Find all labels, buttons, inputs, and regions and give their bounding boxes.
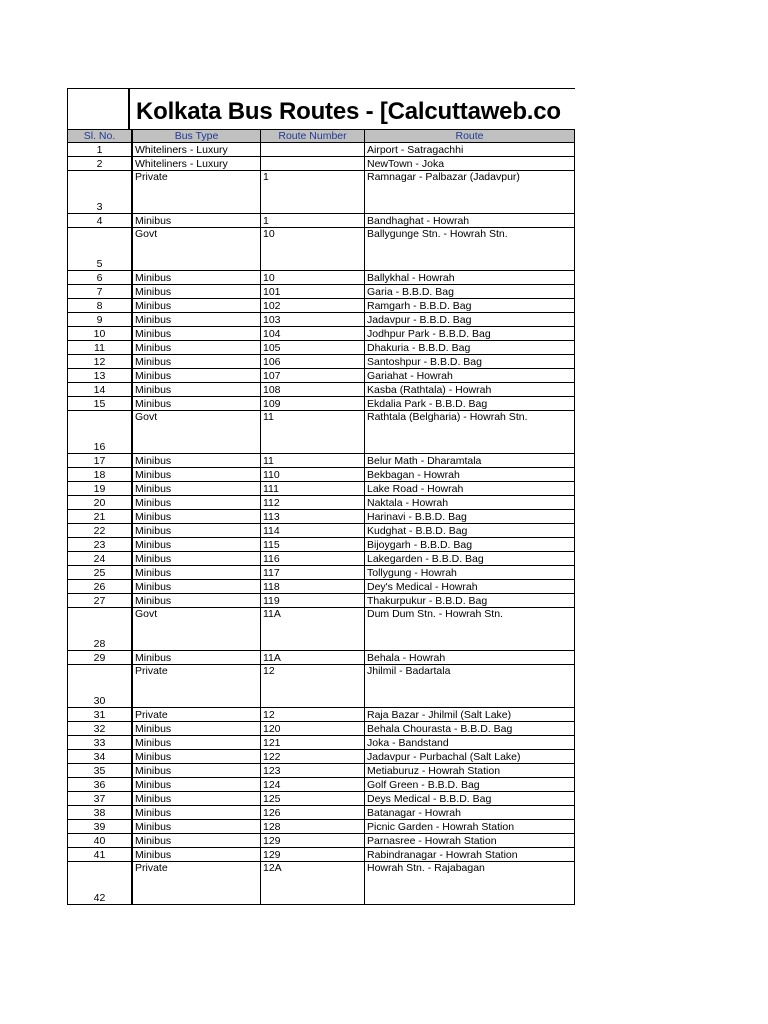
table-row xyxy=(68,510,575,524)
cell-route-number: 128 xyxy=(261,820,365,834)
cell-route: Raja Bazar - Jhilmil (Salt Lake) xyxy=(365,708,575,722)
table-row xyxy=(68,764,575,778)
cell-route: Santoshpur - B.B.D. Bag xyxy=(365,355,575,369)
cell-route: Ramgarh - B.B.D. Bag xyxy=(365,299,575,313)
cell-route: Jadavpur - B.B.D. Bag xyxy=(365,313,575,327)
cell-route-number: 107 xyxy=(261,369,365,383)
cell-route-number: 121 xyxy=(261,736,365,750)
table-row xyxy=(68,538,575,552)
header-route: Route xyxy=(365,130,575,143)
cell-route-number: 129 xyxy=(261,848,365,862)
table-row xyxy=(68,750,575,764)
table-row xyxy=(68,806,575,820)
cell-bus-type: Minibus xyxy=(132,369,261,383)
cell-route-number: 117 xyxy=(261,566,365,580)
cell-bus-type: Minibus xyxy=(132,482,261,496)
cell-route-number: 104 xyxy=(261,327,365,341)
cell-sl-no: 4 xyxy=(68,214,133,228)
table-row xyxy=(68,580,575,594)
cell-sl-no: 13 xyxy=(68,369,133,383)
cell-bus-type: Minibus xyxy=(132,397,261,411)
cell-bus-type: Minibus xyxy=(132,750,261,764)
cell-route: Lakegarden - B.B.D. Bag xyxy=(365,552,575,566)
cell-route-number: 122 xyxy=(261,750,365,764)
cell-route: Jadavpur - Purbachal (Salt Lake) xyxy=(365,750,575,764)
cell-route: Ballykhal - Howrah xyxy=(365,271,575,285)
cell-route-number: 1 xyxy=(261,171,365,214)
cell-sl-no: 11 xyxy=(68,341,133,355)
table-row xyxy=(68,708,575,722)
cell-sl-no: 22 xyxy=(68,524,133,538)
cell-bus-type: Minibus xyxy=(132,736,261,750)
cell-sl-no: 7 xyxy=(68,285,133,299)
table-row xyxy=(68,171,575,214)
cell-route-number: 109 xyxy=(261,397,365,411)
cell-sl-no: 3 xyxy=(68,171,133,214)
bus-routes-table xyxy=(67,129,575,905)
cell-bus-type: Minibus xyxy=(132,580,261,594)
cell-route: Rabindranagar - Howrah Station xyxy=(365,848,575,862)
title-left-cell xyxy=(67,89,130,129)
cell-bus-type: Minibus xyxy=(132,285,261,299)
cell-route-number: 118 xyxy=(261,580,365,594)
cell-bus-type: Minibus xyxy=(132,524,261,538)
cell-bus-type: Minibus xyxy=(132,214,261,228)
cell-sl-no: 41 xyxy=(68,848,133,862)
cell-bus-type: Govt xyxy=(132,228,261,271)
cell-bus-type: Minibus xyxy=(132,454,261,468)
cell-bus-type: Whiteliners - Luxury xyxy=(132,143,261,157)
cell-route-number: 114 xyxy=(261,524,365,538)
cell-route-number: 113 xyxy=(261,510,365,524)
cell-bus-type: Minibus xyxy=(132,299,261,313)
cell-route: Rathtala (Belgharia) - Howrah Stn. xyxy=(365,411,575,454)
table-row xyxy=(68,482,575,496)
cell-sl-no: 30 xyxy=(68,665,133,708)
table-row xyxy=(68,496,575,510)
cell-bus-type: Minibus xyxy=(132,510,261,524)
cell-sl-no: 36 xyxy=(68,778,133,792)
cell-sl-no: 32 xyxy=(68,722,133,736)
cell-bus-type: Private xyxy=(132,665,261,708)
cell-route: Airport - Satragachhi xyxy=(365,143,575,157)
cell-bus-type: Minibus xyxy=(132,468,261,482)
table-row xyxy=(68,665,575,708)
cell-sl-no: 37 xyxy=(68,792,133,806)
cell-route-number: 12 xyxy=(261,708,365,722)
cell-route-number: 124 xyxy=(261,778,365,792)
cell-route: Kasba (Rathtala) - Howrah xyxy=(365,383,575,397)
cell-route: Tollygung - Howrah xyxy=(365,566,575,580)
cell-route-number: 106 xyxy=(261,355,365,369)
cell-sl-no: 29 xyxy=(68,651,133,665)
table-row xyxy=(68,834,575,848)
cell-route: Picnic Garden - Howrah Station xyxy=(365,820,575,834)
cell-bus-type: Private xyxy=(132,171,261,214)
table-row xyxy=(68,566,575,580)
cell-bus-type: Govt xyxy=(132,608,261,651)
cell-sl-no: 5 xyxy=(68,228,133,271)
cell-bus-type: Minibus xyxy=(132,383,261,397)
table-row xyxy=(68,313,575,327)
table-row xyxy=(68,355,575,369)
cell-bus-type: Minibus xyxy=(132,496,261,510)
cell-sl-no: 34 xyxy=(68,750,133,764)
cell-bus-type: Minibus xyxy=(132,722,261,736)
cell-bus-type: Minibus xyxy=(132,848,261,862)
cell-bus-type: Minibus xyxy=(132,313,261,327)
cell-route-number: 10 xyxy=(261,228,365,271)
cell-bus-type: Minibus xyxy=(132,538,261,552)
cell-route-number: 112 xyxy=(261,496,365,510)
cell-route: Bandhaghat - Howrah xyxy=(365,214,575,228)
cell-route: NewTown - Joka xyxy=(365,157,575,171)
table-row xyxy=(68,594,575,608)
cell-route: Parnasree - Howrah Station xyxy=(365,834,575,848)
cell-sl-no: 26 xyxy=(68,580,133,594)
cell-sl-no: 9 xyxy=(68,313,133,327)
cell-sl-no: 28 xyxy=(68,608,133,651)
cell-route-number: 103 xyxy=(261,313,365,327)
table-body xyxy=(68,143,575,905)
cell-route-number: 11A xyxy=(261,651,365,665)
cell-sl-no: 14 xyxy=(68,383,133,397)
cell-route: Bekbagan - Howrah xyxy=(365,468,575,482)
cell-sl-no: 1 xyxy=(68,143,133,157)
cell-sl-no: 2 xyxy=(68,157,133,171)
cell-route: Dey's Medical - Howrah xyxy=(365,580,575,594)
cell-route: Kudghat - B.B.D. Bag xyxy=(365,524,575,538)
cell-sl-no: 25 xyxy=(68,566,133,580)
cell-bus-type: Govt xyxy=(132,411,261,454)
table-row xyxy=(68,143,575,157)
cell-sl-no: 19 xyxy=(68,482,133,496)
cell-route: Ekdalia Park - B.B.D. Bag xyxy=(365,397,575,411)
cell-bus-type: Minibus xyxy=(132,271,261,285)
cell-sl-no: 17 xyxy=(68,454,133,468)
cell-route: Harinavi - B.B.D. Bag xyxy=(365,510,575,524)
cell-route-number: 120 xyxy=(261,722,365,736)
cell-sl-no: 12 xyxy=(68,355,133,369)
table-row xyxy=(68,411,575,454)
cell-route-number: 115 xyxy=(261,538,365,552)
cell-bus-type: Minibus xyxy=(132,764,261,778)
cell-sl-no: 27 xyxy=(68,594,133,608)
page-title: Kolkata Bus Routes - [Calcuttaweb.co xyxy=(136,98,561,125)
cell-route: Gariahat - Howrah xyxy=(365,369,575,383)
cell-sl-no: 8 xyxy=(68,299,133,313)
cell-route-number: 11A xyxy=(261,608,365,651)
cell-sl-no: 33 xyxy=(68,736,133,750)
table-row xyxy=(68,228,575,271)
header-route-number: Route Number xyxy=(261,130,365,143)
cell-route: Thakurpukur - B.B.D. Bag xyxy=(365,594,575,608)
cell-route: Behala Chourasta - B.B.D. Bag xyxy=(365,722,575,736)
cell-bus-type: Whiteliners - Luxury xyxy=(132,157,261,171)
cell-route: Joka - Bandstand xyxy=(365,736,575,750)
cell-bus-type: Minibus xyxy=(132,820,261,834)
cell-bus-type: Minibus xyxy=(132,355,261,369)
cell-route-number: 119 xyxy=(261,594,365,608)
cell-route: Ramnagar - Palbazar (Jadavpur) xyxy=(365,171,575,214)
table-row xyxy=(68,299,575,313)
cell-route-number: 102 xyxy=(261,299,365,313)
table-row xyxy=(68,369,575,383)
table-row xyxy=(68,383,575,397)
table-row xyxy=(68,468,575,482)
cell-bus-type: Minibus xyxy=(132,834,261,848)
table-row xyxy=(68,552,575,566)
header-row xyxy=(68,130,575,143)
table-row xyxy=(68,341,575,355)
spreadsheet xyxy=(67,88,575,905)
cell-route: Metiaburuz - Howrah Station xyxy=(365,764,575,778)
cell-sl-no: 18 xyxy=(68,468,133,482)
cell-sl-no: 38 xyxy=(68,806,133,820)
cell-bus-type: Minibus xyxy=(132,552,261,566)
cell-sl-no: 15 xyxy=(68,397,133,411)
table-row xyxy=(68,327,575,341)
cell-route: Golf Green - B.B.D. Bag xyxy=(365,778,575,792)
cell-sl-no: 6 xyxy=(68,271,133,285)
cell-route-number: 108 xyxy=(261,383,365,397)
table-row xyxy=(68,214,575,228)
table-row xyxy=(68,736,575,750)
table-row xyxy=(68,397,575,411)
cell-route-number: 125 xyxy=(261,792,365,806)
cell-route-number: 1 xyxy=(261,214,365,228)
cell-bus-type: Minibus xyxy=(132,341,261,355)
cell-route-number: 129 xyxy=(261,834,365,848)
cell-bus-type: Private xyxy=(132,862,261,905)
cell-route-number: 11 xyxy=(261,454,365,468)
cell-sl-no: 10 xyxy=(68,327,133,341)
table-row xyxy=(68,157,575,171)
cell-route-number: 110 xyxy=(261,468,365,482)
cell-sl-no: 20 xyxy=(68,496,133,510)
cell-route-number: 123 xyxy=(261,764,365,778)
cell-route-number xyxy=(261,143,365,157)
cell-route: Batanagar - Howrah xyxy=(365,806,575,820)
cell-route: Bijoygarh - B.B.D. Bag xyxy=(365,538,575,552)
cell-route-number: 105 xyxy=(261,341,365,355)
cell-route: Naktala - Howrah xyxy=(365,496,575,510)
cell-sl-no: 16 xyxy=(68,411,133,454)
table-row xyxy=(68,820,575,834)
cell-sl-no: 21 xyxy=(68,510,133,524)
cell-route: Jodhpur Park - B.B.D. Bag xyxy=(365,327,575,341)
cell-route: Deys Medical - B.B.D. Bag xyxy=(365,792,575,806)
header-bus-type: Bus Type xyxy=(132,130,261,143)
table-row xyxy=(68,271,575,285)
cell-bus-type: Minibus xyxy=(132,778,261,792)
table-row xyxy=(68,722,575,736)
cell-route: Howrah Stn. - Rajabagan xyxy=(365,862,575,905)
table-row xyxy=(68,792,575,806)
cell-bus-type: Minibus xyxy=(132,327,261,341)
header-sl-no: Sl. No. xyxy=(68,130,133,143)
cell-bus-type: Minibus xyxy=(132,594,261,608)
table-row xyxy=(68,848,575,862)
cell-sl-no: 31 xyxy=(68,708,133,722)
cell-route-number: 11 xyxy=(261,411,365,454)
cell-bus-type: Private xyxy=(132,708,261,722)
cell-sl-no: 23 xyxy=(68,538,133,552)
cell-route: Jhilmil - Badartala xyxy=(365,665,575,708)
table-row xyxy=(68,285,575,299)
cell-sl-no: 35 xyxy=(68,764,133,778)
cell-route-number: 12 xyxy=(261,665,365,708)
cell-route-number: 111 xyxy=(261,482,365,496)
cell-route: Dhakuria - B.B.D. Bag xyxy=(365,341,575,355)
cell-route: Behala - Howrah xyxy=(365,651,575,665)
cell-route-number: 10 xyxy=(261,271,365,285)
cell-route-number xyxy=(261,157,365,171)
cell-route: Belur Math - Dharamtala xyxy=(365,454,575,468)
cell-route: Ballygunge Stn. - Howrah Stn. xyxy=(365,228,575,271)
cell-route: Garia - B.B.D. Bag xyxy=(365,285,575,299)
cell-bus-type: Minibus xyxy=(132,651,261,665)
table-row xyxy=(68,651,575,665)
title-row xyxy=(67,88,575,129)
table-row xyxy=(68,778,575,792)
cell-bus-type: Minibus xyxy=(132,792,261,806)
cell-route-number: 126 xyxy=(261,806,365,820)
table-row xyxy=(68,608,575,651)
cell-bus-type: Minibus xyxy=(132,806,261,820)
table-row xyxy=(68,524,575,538)
cell-route-number: 101 xyxy=(261,285,365,299)
cell-bus-type: Minibus xyxy=(132,566,261,580)
cell-sl-no: 39 xyxy=(68,820,133,834)
table-row xyxy=(68,454,575,468)
table-row xyxy=(68,862,575,905)
cell-sl-no: 40 xyxy=(68,834,133,848)
cell-route-number: 12A xyxy=(261,862,365,905)
cell-route: Lake Road - Howrah xyxy=(365,482,575,496)
cell-route-number: 116 xyxy=(261,552,365,566)
cell-sl-no: 42 xyxy=(68,862,133,905)
cell-route: Dum Dum Stn. - Howrah Stn. xyxy=(365,608,575,651)
cell-sl-no: 24 xyxy=(68,552,133,566)
